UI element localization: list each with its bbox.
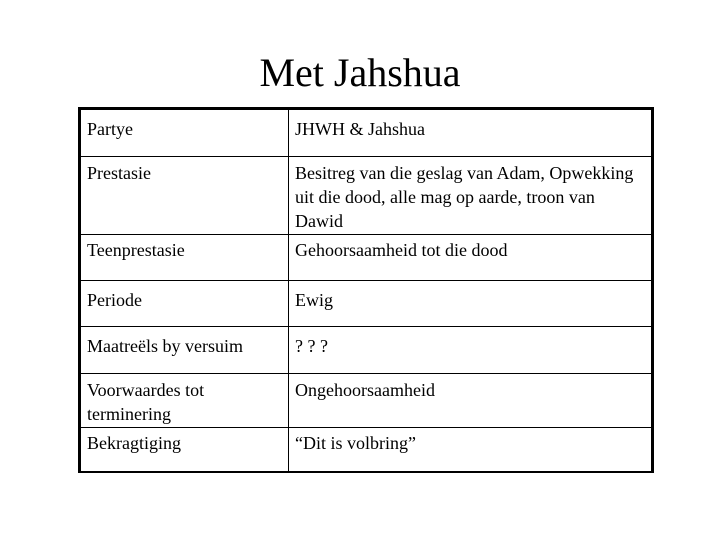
table-row: [81, 374, 652, 428]
row-label: Periode: [81, 281, 289, 327]
row-label: Bekragtiging: [81, 428, 289, 472]
row-value: ? ? ?: [289, 327, 652, 374]
table-row: [81, 157, 652, 235]
table-row: [81, 110, 652, 157]
row-label: Maatreëls by versuim: [81, 327, 289, 374]
row-value: Besitreg van die geslag van Adam, Opwekking uit die dood, alle mag op aarde, troon van Dawid: [289, 157, 652, 235]
contract-table-grid: [80, 109, 652, 472]
slide-title: Met Jahshua: [259, 50, 461, 95]
row-value: Gehoorsaamheid tot die dood: [289, 235, 652, 281]
row-value: Ongehoorsaamheid: [289, 374, 652, 428]
row-value: Ewig: [289, 281, 652, 327]
row-value: JHWH & Jahshua: [289, 110, 652, 157]
row-label: Partye: [81, 110, 289, 157]
table-row: [81, 281, 652, 327]
table-row: [81, 327, 652, 374]
row-value: “Dit is volbring”: [289, 428, 652, 472]
row-label: Voorwaardes tot terminering: [81, 374, 289, 428]
contract-table: [78, 107, 654, 473]
row-label: Prestasie: [81, 157, 289, 235]
row-label: Teenprestasie: [81, 235, 289, 281]
table-row: [81, 428, 652, 472]
table-row: [81, 235, 652, 281]
